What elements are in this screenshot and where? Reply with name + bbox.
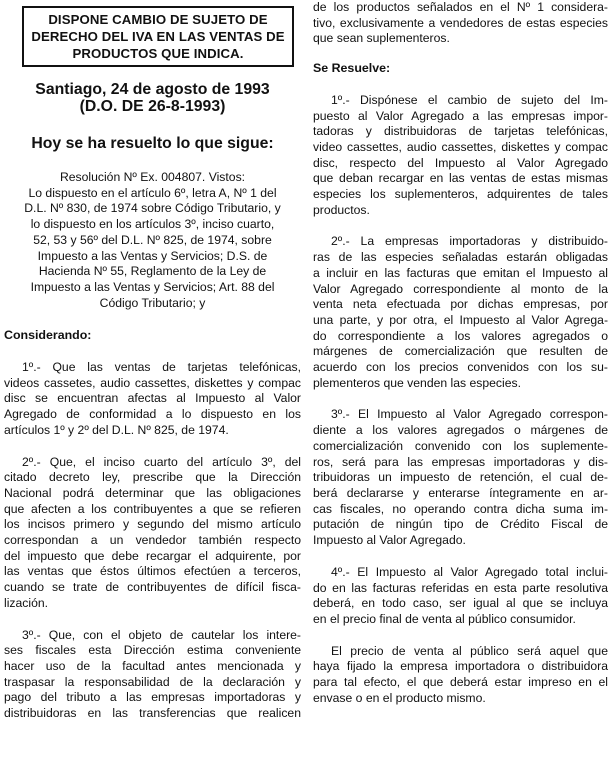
title-line: PRODUCTOS QUE INDICA. <box>72 46 244 61</box>
paragraph-line: productos. <box>313 202 370 217</box>
paragraph-line: haya fijado la empresa importadora o distribuidora <box>313 659 608 674</box>
paragraph-line: berá declararse y enterarse íntegramente en ar- <box>313 485 608 500</box>
paragraph-line: 3º.- El Impuesto al Valor Agregado correspon- <box>331 407 608 422</box>
paragraph-line: 1º.- Que las ventas de tarjetas telefónicas, <box>22 360 301 375</box>
paragraph-line: pago del tributo a las empresas importadoras y <box>4 690 301 705</box>
resolucion-line: D.L. Nº 830, de 1974 sobre Código Tributario, y <box>24 201 281 216</box>
paragraph-line: ses fiscales esta Dirección estima conveniente <box>4 643 301 658</box>
paragraph-line: puesto al Valor Agregado a las empresas impor- <box>313 108 608 123</box>
paragraph-line: hacer uso de la facultad antes mencionada y <box>4 658 301 673</box>
resolucion-line: Impuesto a las Ventas y Servicios; Art. 88 del <box>30 279 275 294</box>
paragraph-line: lización. <box>4 595 49 610</box>
resuelto-text: Hoy se ha resuelto lo que sigue: <box>31 135 274 152</box>
paragraph-line: para tal efecto, el que deberá estar impreso en el <box>313 675 608 690</box>
paragraph-line: que sean suplementeros. <box>313 31 450 46</box>
paragraph-line: video cassettes, audio cassettes, diskettes y compac <box>313 139 608 154</box>
resolutivo-paragraph-2 <box>313 234 608 391</box>
considerando-paragraph-1 <box>4 360 301 439</box>
paragraph-line: márgenes de comercialización que resulten de <box>313 344 608 359</box>
paragraph-line: 2º.- La empresas importadoras y distribuido- <box>331 234 608 249</box>
paragraph-line: disc, respecto del Impuesto al Valor Agregado <box>313 155 608 170</box>
paragraph-line: los incisos primero y segundo del mismo artículo <box>4 517 301 532</box>
resolutivo-paragraph-3 <box>313 407 608 548</box>
paragraph-line: artículos 1º y 2º del D.L. Nº 825, de 1974. <box>4 422 229 437</box>
paragraph-line: El precio de venta al público será aquel que <box>331 643 608 658</box>
paragraph-line: tadoras y distribuidoras de tarjetas telefónicas, <box>313 124 608 139</box>
document-title <box>22 6 294 67</box>
paragraph-line: do correspondiente a los valores agregados o <box>313 328 608 343</box>
paragraph-line: Valor Agregado correspondiente al monto de la <box>313 281 608 296</box>
paragraph-line: las ventas que éstos últimos efectúen a terceros, <box>4 564 301 579</box>
paragraph-line: del impuesto que debe recargar el adquirente, por <box>4 548 301 563</box>
paragraph-line: comercialización convenido con los suplemente- <box>313 438 608 453</box>
paragraph-line: putación de ningún tipo de Crédito Fiscal de <box>313 517 608 532</box>
resolucion-line: Impuesto a las Ventas y Servicios; D.S. de <box>37 248 268 263</box>
resolucion-line: Lo dispuesto en el artículo 6º, letra A, Nº 1 del <box>28 185 277 200</box>
resolucion-line: Código Tributario; y <box>99 295 206 310</box>
diario-oficial-line: (D.O. DE 26-8-1993) <box>79 98 226 115</box>
paragraph-line: tribuidoras un impuesto de retención, el cual de- <box>313 470 608 485</box>
paragraph-line: diente a los valores agregados o márgenes de <box>313 423 608 438</box>
paragraph-line: 3º.- Que, con el objeto de cautelar los intere- <box>22 627 301 642</box>
paragraph-line: plementeros que venden las especies. <box>313 375 521 390</box>
continuation-paragraph <box>313 0 608 47</box>
resolutivo-paragraph-4 <box>313 565 608 628</box>
title-line: DERECHO DEL IVA EN LAS VENTAS DE <box>31 29 285 44</box>
title-line: DISPONE CAMBIO DE SUJETO DE <box>48 12 268 27</box>
paragraph-line: do en las facturas referidas en esta parte resolutiva <box>313 580 608 595</box>
resuelto-heading <box>4 135 301 152</box>
paragraph-line: ros, será para las empresas importadoras y dis- <box>313 454 608 469</box>
paragraph-line: ras de las especies señaladas estarán obligadas <box>313 250 608 265</box>
paragraph-line: de los productos señalados en el Nº 1 considera- <box>313 0 608 14</box>
date-heading <box>4 81 301 115</box>
paragraph-line: venta neta efectuada por dichas empresas, por <box>313 297 608 312</box>
paragraph-line: cas fiscales, no operando contra dicha suma im- <box>313 501 608 516</box>
paragraph-line: que deban recargar en las ventas de estas mismas <box>313 171 608 186</box>
resolucion-line: 52, 53 y 56º del D.L. Nº 825, de 1974, sobre <box>33 232 272 247</box>
paragraph-line: que afecten a los contribuyentes a que se refieren <box>4 501 301 516</box>
paragraph-line: correspondan a un vendedor también respecto <box>4 533 301 548</box>
resolucion-block <box>4 170 301 311</box>
se-resuelve-heading: Se Resuelve: <box>313 61 391 76</box>
paragraph-line: Impuesto al Valor Agregado. <box>313 533 466 548</box>
right-column <box>313 0 608 706</box>
resolucion-line: Hacienda Nº 55, Reglamento de la Ley de <box>38 264 267 279</box>
paragraph-line: una parte, y por otra, el Impuesto al Valor Agrega- <box>313 312 608 327</box>
paragraph-line: especies los suplementeros, adquirentes de tales <box>313 187 608 202</box>
considerando-paragraph-3 <box>4 628 301 722</box>
date-line: Santiago, 24 de agosto de 1993 <box>35 81 270 98</box>
paragraph-line: Nacional podrá determinar que las obligaciones <box>4 485 301 500</box>
paragraph-line: 2º.- Que, el inciso cuarto del artículo 3º, del <box>22 454 301 469</box>
paragraph-line: disc se encuentran afectas al Impuesto al Valor <box>4 391 301 406</box>
left-column <box>4 0 301 722</box>
paragraph-line: 4º.- El Impuesto al Valor Agregado total inclui- <box>331 564 608 579</box>
paragraph-line: Agregado de conformidad a lo dispuesto en los <box>4 407 301 422</box>
paragraph-line: en el precio final de venta al público consumidor. <box>313 611 576 626</box>
paragraph-line: envase o en el producto mismo. <box>313 690 486 705</box>
considerando-paragraph-2 <box>4 455 301 612</box>
paragraph-line: citado decreto ley, prescribe que la Dirección <box>4 470 301 485</box>
precio-paragraph <box>313 644 608 707</box>
resolucion-line: Resolución Nº Ex. 004807. Vistos: <box>59 170 246 184</box>
paragraph-line: 1º.- Dispónese el cambio de sujeto del Im- <box>331 92 608 107</box>
paragraph-line: acuerdo con los precios convenidos con los su- <box>313 360 608 375</box>
paragraph-line: cuando se trate de contribuyentes de difícil fisca- <box>4 580 301 595</box>
resolucion-line: lo dispuesto en los artículos 3º, inciso cuarto, <box>30 217 275 232</box>
considerando-heading: Considerando: <box>4 328 92 343</box>
paragraph-line: tivo, exclusivamente a vendedores de estas especies <box>313 15 608 30</box>
paragraph-line: traspasar la responsabilidad de la declaración y <box>4 674 301 689</box>
paragraph-line: distribuidoras en las transferencias que realicen <box>4 706 301 721</box>
paragraph-line: a incluir en las facturas que emitan el Impuesto al <box>313 265 608 280</box>
paragraph-line: videos cassetes, audio cassettes, diskettes y compac <box>4 375 301 390</box>
resolutivo-paragraph-1 <box>313 93 608 219</box>
paragraph-line: deberá, en todo caso, ser igual al que se incluya <box>313 596 608 611</box>
